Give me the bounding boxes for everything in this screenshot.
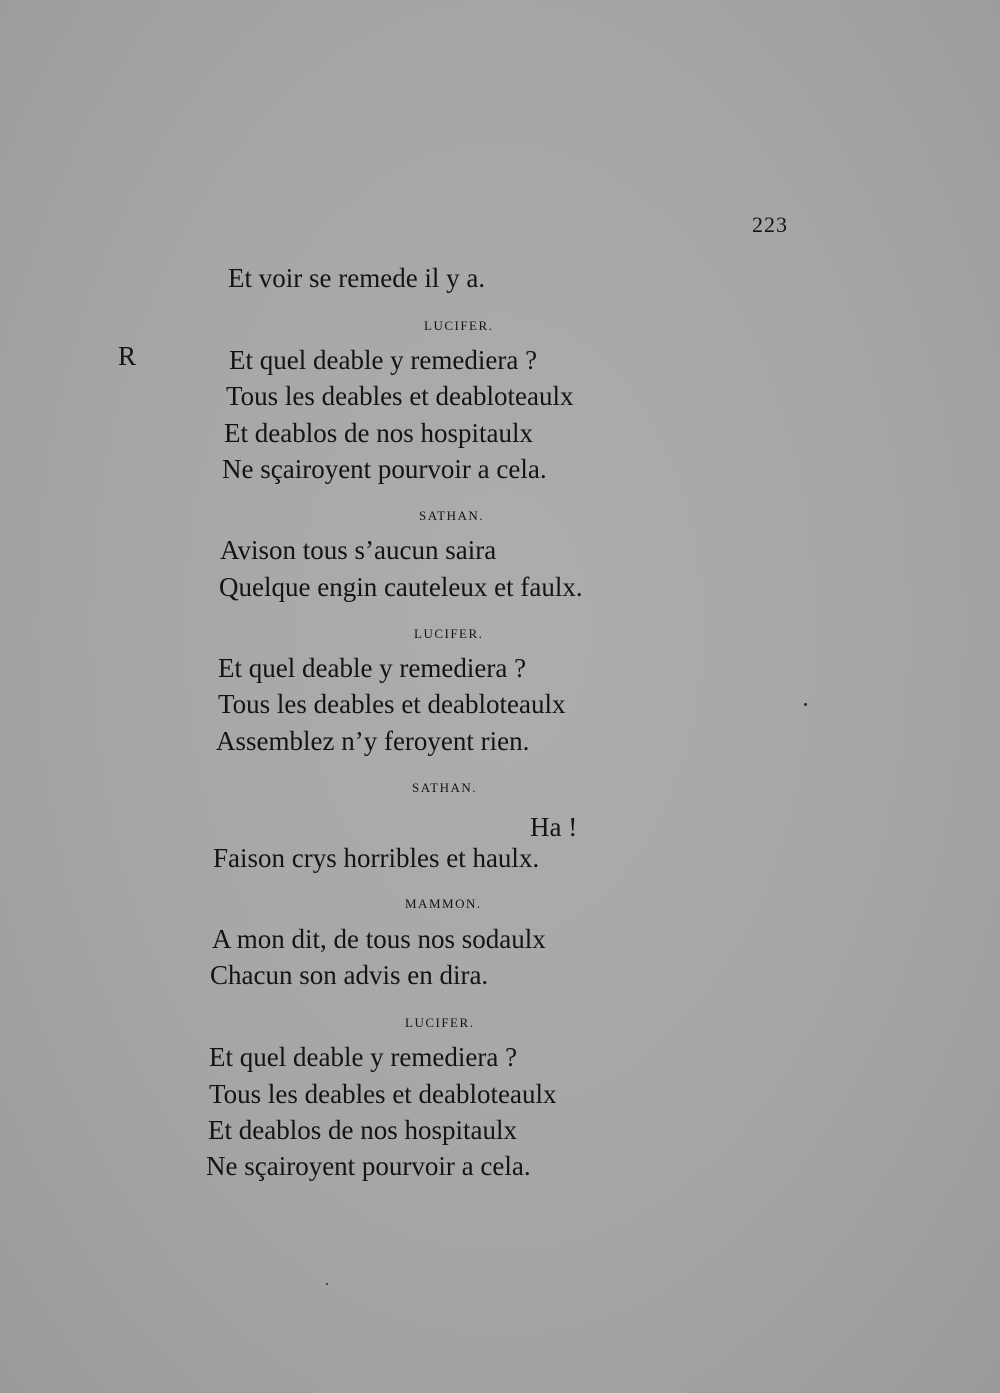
verse-line: Et quel deable y remediera ? xyxy=(218,653,527,683)
verse-line: Avison tous s’aucun saira xyxy=(220,535,497,565)
speaker-name: LUCIFER. xyxy=(405,1015,475,1030)
verse-line: Et deablos de nos hospitaulx xyxy=(208,1115,517,1145)
speaker-name: MAMMON. xyxy=(405,896,482,911)
paper-speck xyxy=(804,703,807,706)
verse-line: Ne sçairoyent pourvoir a cela. xyxy=(206,1151,531,1181)
verse-line: Ne sçairoyent pourvoir a cela. xyxy=(222,454,547,484)
verse-line: A mon dit, de tous nos sodaulx xyxy=(212,924,546,954)
verse-line: Et quel deable y remediera ? xyxy=(209,1042,518,1072)
verse-line: Chacun son advis en dira. xyxy=(210,960,489,990)
verse-line: Et quel deable y remediera ? xyxy=(229,345,538,375)
verse-line: Faison crys horribles et haulx. xyxy=(213,843,540,873)
verse-line: Tous les deables et deabloteaulx xyxy=(209,1079,557,1109)
verse-line: Tous les deables et deabloteaulx xyxy=(226,381,574,411)
verse-line: Et voir se remede il y a. xyxy=(228,263,486,293)
verse-line: Et deablos de nos hospitaulx xyxy=(224,418,533,448)
speaker-name: SATHAN. xyxy=(419,508,485,523)
speaker-name: LUCIFER. xyxy=(414,626,484,641)
speaker-name: LUCIFER. xyxy=(424,318,494,333)
verse-line: Ha ! xyxy=(530,812,578,842)
speaker-name: SATHAN. xyxy=(412,780,478,795)
verse-line: Tous les deables et deabloteaulx xyxy=(218,689,566,719)
paper-speck xyxy=(326,1283,328,1285)
margin-mark: R xyxy=(118,341,137,371)
verse-line: Quelque engin cauteleux et faulx. xyxy=(219,572,583,602)
page-number: 223 xyxy=(752,212,788,237)
verse-line: Assemblez n’y feroyent rien. xyxy=(216,726,530,756)
